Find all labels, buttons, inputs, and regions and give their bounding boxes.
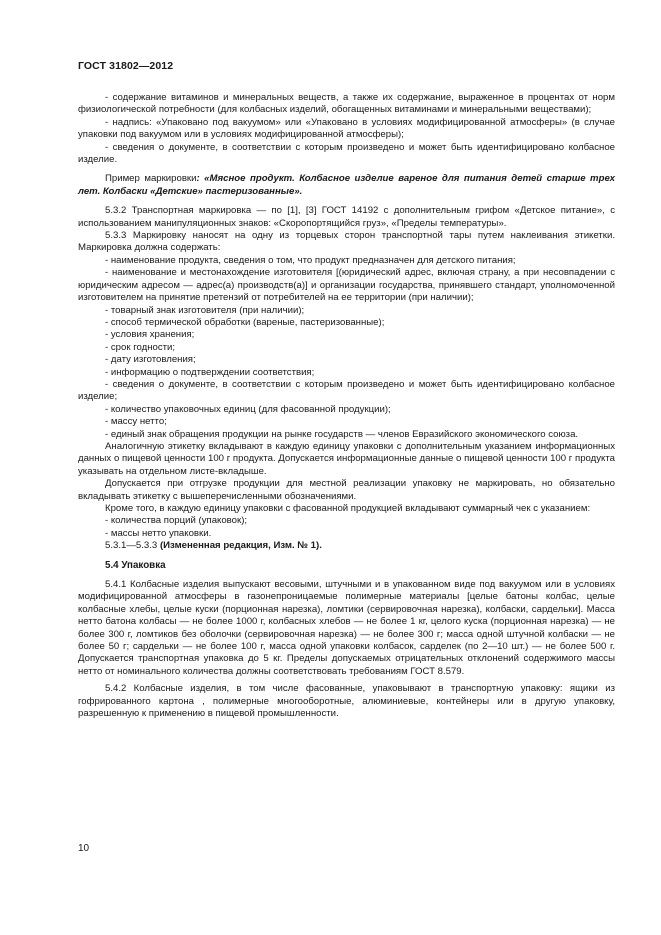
amendment-note	[78, 540, 615, 552]
example-text: : «Мясное продукт. Колбасное изделие вареное для питания детей старше трех лет. Колбаски «Детские» пастеризованные».	[78, 173, 615, 197]
paragraph-5-3-2: 5.3.2 Транспортная маркировка — по [1], [3] ГОСТ 14192 с дополнительным грифом «Детское питание», с использованием манипуляционных знаков: «Скоропортящийся груз», «Пределы температуры».	[78, 205, 615, 229]
paragraph-summary-check: Кроме того, в каждую единицу упаковки с фасованной продукцией вкладывают суммарный чек с указанием:	[105, 503, 591, 514]
list-item: - срок годности;	[105, 341, 176, 353]
amendment-text: (Измененная редакция, Изм. № 1).	[159, 540, 322, 552]
document-body	[78, 92, 615, 721]
paragraph-vitamins: - содержание витаминов и минеральных веществ, а также их содержание, выраженное в процентах от норм физиологической потребности (для колбасных изделий, обогащенных витаминами и минеральными веществами);	[78, 92, 615, 116]
list-item: - наименование и местонахождение изготовителя [(юридический адрес, включая страну, а при несовпадении с юридическим адресом — адрес(а) производств(а)] и организации государства, принявшего стандарт, уполномоченной изготовителем на принятие претензий от потребителей на ее территории (при наличии);	[78, 267, 615, 304]
list-item: - наименование продукта, сведения о том, что продукт предназначен для детского питания;	[105, 254, 516, 266]
list-item: - массу нетто;	[105, 416, 167, 428]
list-item: - массы нетто упаковки.	[105, 527, 212, 539]
list-item: - товарный знак изготовителя (при наличии);	[105, 304, 305, 316]
document-header: ГОСТ 31802—2012	[78, 60, 174, 72]
example-marking	[78, 173, 615, 198]
list-item: - условия хранения;	[105, 329, 195, 341]
section-title: 5.4 Упаковка	[105, 559, 166, 571]
paragraph-5-4-2: 5.4.2 Колбасные изделия, в том числе фасованные, упаковывают в транспортную упаковку: ящики из гофрированного картона , полимерные многооборотные, алюминиевые, контейнеры или в другую упаковку, разрешенную к применению в пищевой промышленности.	[78, 683, 615, 720]
list-item: - информацию о подтверждении соответствия;	[105, 366, 315, 378]
page-number: 10	[78, 843, 90, 854]
list-item: - единый знак обращения продукции на рынке государств — членов Евразийского экономического союза.	[105, 428, 579, 440]
paragraph-allowed: Допускается при отгрузке продукции для местной реализации упаковку не маркировать, но обязательно вкладывать этикетку с вышеперечисленными обозначениями.	[78, 478, 615, 502]
paragraph-analog-label: Аналогичную этикетку вкладывают в каждую единицу упаковки с дополнительным указанием информационных данных о пищевой ценности 100 г продукта. Допускается информационные данные о пищевой ценности 100 г продукта указывать на отдельном листе-вкладыше.	[78, 440, 615, 477]
list-item: - количество упаковочных единиц (для фасованной продукции);	[105, 403, 391, 415]
list-item: - сведения о документе, в соответствии с которым произведено и может быть идентифицировано колбасное изделие;	[78, 378, 615, 403]
paragraph-document-info: - сведения о документе, в соответствии с которым произведено и может быть идентифицировано колбасное изделие.	[78, 141, 615, 166]
paragraph-5-3-3: 5.3.3 Маркировку наносят на одну из торцевых сторон транспортной тары путем наклеивания этикетки. Маркировка должна содержать:	[78, 230, 615, 254]
paragraph-5-4-1: 5.4.1 Колбасные изделия выпускают весовыми, штучными и в упакованном виде под вакуумом или в условиях модифицированной атмосферы в газонепроницаемые полимерные материалы [целые батоны колбас, целые колбасные хлебы, целые куски (порционная нарезка), ломтики (сервировочная нарезка), колбаски, сардельки]. Масса нетто батона колбасы — не более 1000 г, колбасных хлебов — не более 1 кг, целого куска (порционная нарезка) — не более 300 г, ломтиков без оболочки (сервировочная нарезка) — не более 300 г; масса одной штучной колбаски — не более 50 г; сардельки — не более 100 г, масса одной упаковки колбасок, сарделек (по 2—10 шт.) — не более 500 г. Допускается транспортная упаковка до 5 кг. Пределы допускаемых отрицательных отклонений содержимого массы нетто от номинального количества должны соответствовать требованиям ГОСТ 8.579.	[78, 579, 615, 677]
amendment-ref: 5.3.1—5.3.3	[105, 540, 158, 552]
paragraph-vacuum-label: - надпись: «Упаковано под вакуумом» или «Упаковано в условиях модифицированной атмосферы» (в случае упаковки под вакуумом или в условиях модифицированной атмосферы);	[78, 116, 615, 141]
list-item: - способ термической обработки (вареные, пастеризованные);	[105, 316, 385, 328]
list-item: - дату изготовления;	[105, 354, 196, 366]
list-item: - количества порций (упаковок);	[105, 515, 248, 527]
example-prefix: Пример маркировки	[105, 173, 197, 185]
